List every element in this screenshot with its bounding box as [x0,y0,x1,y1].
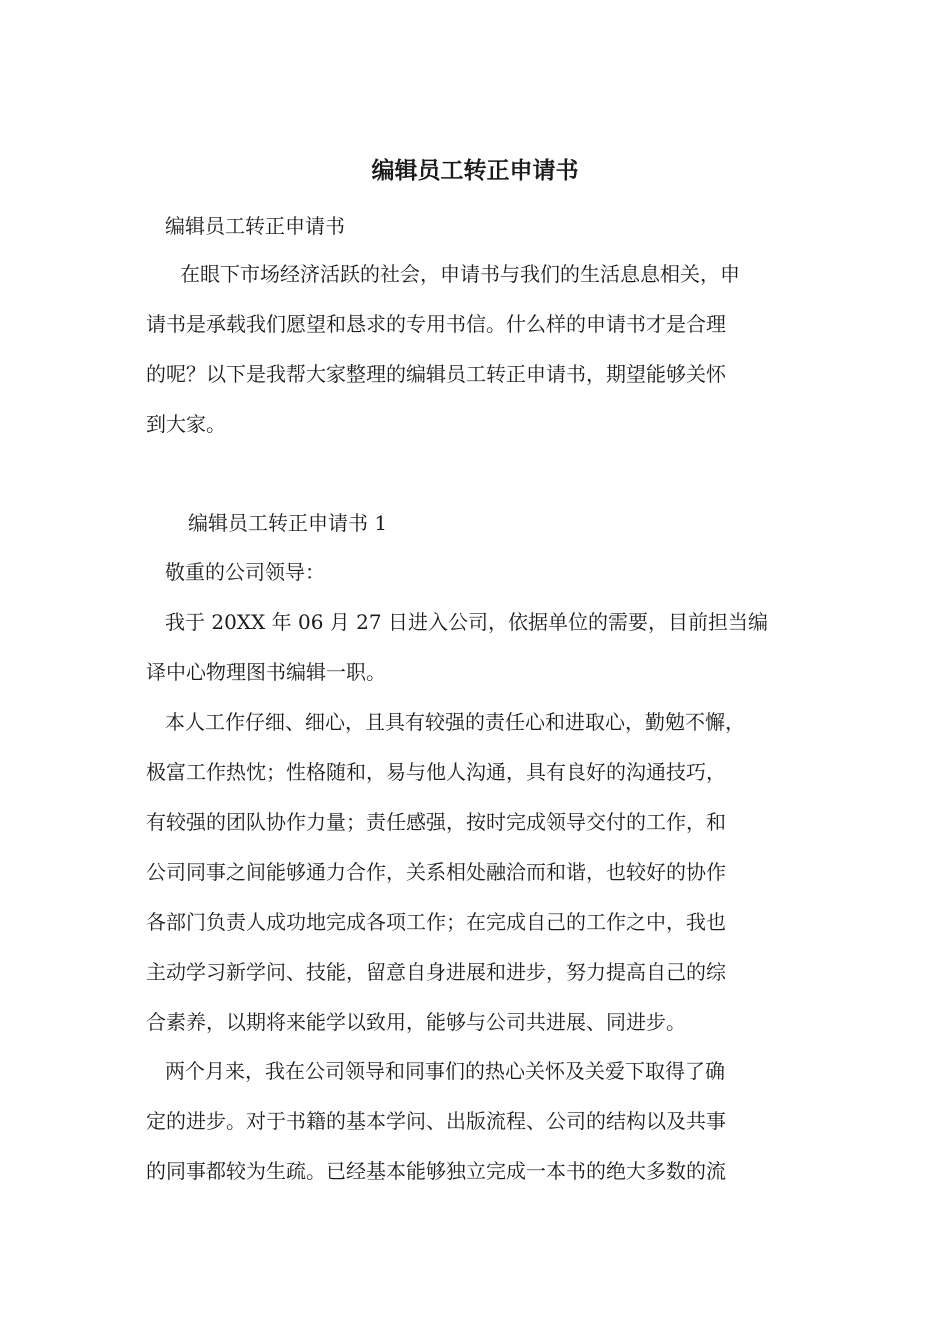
paragraph-line: 两个月来，我在公司领导和同事们的热心关怀及关爱下取得了确 [165,1059,725,1083]
paragraph-line: 我于 20XX 年 06 月 27 日进入公司，依据单位的需要，目前担当编 [165,610,768,634]
paragraph-line: 主动学习新学问、技能，留意自身进展和进步，努力提高自己的综 [146,960,726,984]
paragraph-line: 的呢？以下是我帮大家整理的编辑员工转正申请书，期望能够关怀 [146,362,726,386]
section-heading: 编辑员工转正申请书 1 [188,511,388,535]
paragraph-line: 定的进步。对于书籍的基本学问、出版流程、公司的结构以及共事 [146,1109,726,1133]
paragraph-line: 在眼下市场经济活跃的社会，申请书与我们的生活息息相关，申 [180,262,740,286]
paragraph-line: 到大家。 [146,412,226,436]
paragraph-line: 各部门负责人成功地完成各项工作；在完成自己的工作之中，我也 [146,910,726,934]
salutation-line: 敬重的公司领导： [165,560,325,584]
subtitle-line: 编辑员工转正申请书 [165,214,345,238]
paragraph-line: 的同事都较为生疏。已经基本能够独立完成一本书的绝大多数的流 [146,1159,726,1183]
paragraph-line: 请书是承载我们愿望和恳求的专用书信。什么样的申请书才是合理 [146,312,726,336]
document-title: 编辑员工转正申请书 [371,157,579,184]
paragraph-line: 合素养，以期将来能学以致用，能够与公司共进展、同进步。 [146,1010,686,1034]
paragraph-line: 译中心物理图书编辑一职。 [146,660,386,684]
paragraph-line: 公司同事之间能够通力合作，关系相处融洽而和谐，也较好的协作 [146,860,726,884]
paragraph-line: 本人工作仔细、细心，且具有较强的责任心和进取心，勤勉不懈， [165,710,745,734]
paragraph-line: 极富工作热忱；性格随和，易与他人沟通，具有良好的沟通技巧， [146,760,726,784]
paragraph-line: 有较强的团队协作力量；责任感强，按时完成领导交付的工作，和 [146,810,726,834]
